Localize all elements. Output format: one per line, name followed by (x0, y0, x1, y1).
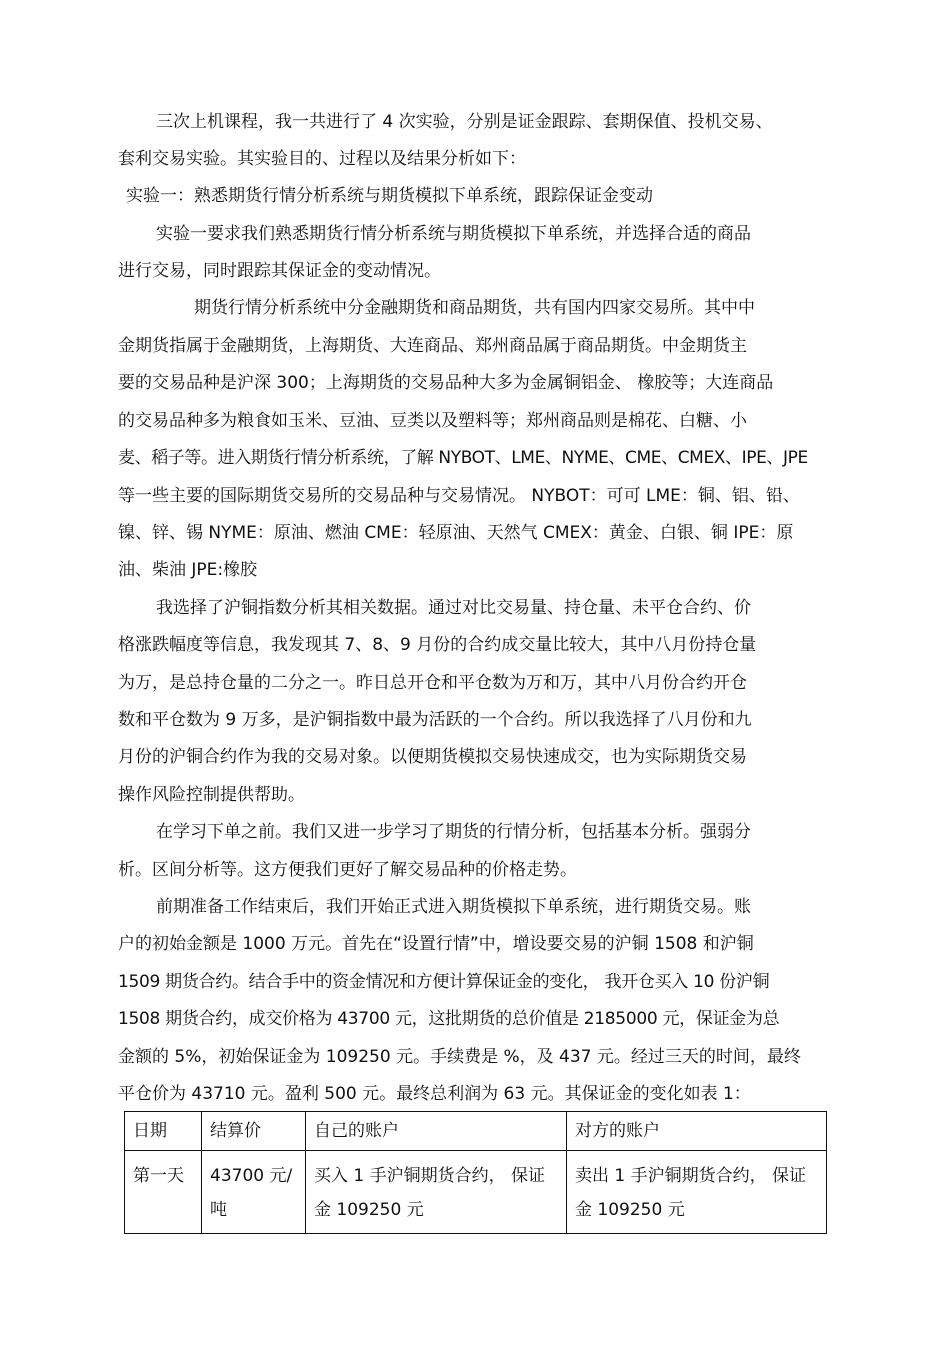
header-settlement-price: 结算价 (202, 1112, 306, 1151)
paragraph-line: 镍、锌、锡 NYME：原油、燃油 CME：轻原油、天然气 CMEX：黄金、白银、铜 IPE：原 (118, 523, 794, 543)
paragraph-line: 1509 期货合约。结合手中的资金情况和方便计算保证金的变化， 我开仓买入 10 份沪铜 (118, 972, 770, 992)
paragraph-line: 麦、稻子等。进入期货行情分析系统，了解 NYBOT、LME、NYME、CME、CMEX、IPE、JPE (118, 448, 808, 468)
paragraph-line: 三次上机课程，我一共进行了 4 次实验，分别是证金跟踪、套期保值、投机交易、 (156, 112, 773, 132)
cell-own-account: 买入 1 手沪铜期货合约， 保证金 109250 元 (306, 1151, 567, 1234)
paragraph-line: 1508 期货合约，成交价格为 43700 元，这批期货的总价值是 2185000 元，保证金为总 (118, 1009, 780, 1029)
paragraph-line: 进行交易，同时跟踪其保证金的变动情况。 (118, 261, 441, 281)
paragraph-line: 的交易品种多为粮食如玉米、豆油、豆类以及塑料等；郑州商品则是棉花、白糖、小 (118, 411, 747, 431)
paragraph-line: 操作风险控制提供帮助。 (118, 785, 305, 805)
cell-settlement-price: 43700 元/吨 (202, 1151, 306, 1234)
paragraph-line: 数和平仓数为 9 万多，是沪铜指数中最为活跃的一个合约。所以我选择了八月份和九 (118, 710, 752, 730)
paragraph-line: 格涨跌幅度等信息，我发现其 7、8、9 月份的合约成交量比较大，其中八月份持仓量 (118, 635, 757, 655)
paragraph-line: 平仓价为 43710 元。盈利 500 元。最终总利润为 63 元。其保证金的变化如表 1： (118, 1084, 751, 1104)
cell-counterparty-account: 卖出 1 手沪铜期货合约， 保证金 109250 元 (567, 1151, 827, 1234)
paragraph-line: 金额的 5%，初始保证金为 109250 元。手续费是 %，及 437 元。经过三天的时间，最终 (118, 1047, 801, 1067)
header-date: 日期 (125, 1112, 202, 1151)
paragraph-line: 期货行情分析系统中分金融期货和商品期货，共有国内四家交易所。其中中 (194, 298, 755, 318)
paragraph-line: 在学习下单之前。我们又进一步学习了期货的行情分析，包括基本分析。强弱分 (156, 822, 751, 842)
cell-date: 第一天 (125, 1151, 202, 1234)
paragraph-line: 金期货指属于金融期货，上海期货、大连商品、郑州商品属于商品期货。中金期货主 (118, 336, 747, 356)
paragraph-line: 前期准备工作结束后，我们开始正式进入期货模拟下单系统，进行期货交易。账 (156, 897, 751, 917)
experiment-heading: 实验一：熟悉期货行情分析系统与期货模拟下单系统，跟踪保证金变动 (126, 186, 653, 206)
paragraph-line: 要的交易品种是沪深 300；上海期货的交易品种大多为金属铜铝金、 橡胶等；大连商品 (118, 373, 774, 393)
paragraph-line: 等一些主要的国际期货交易所的交易品种与交易情况。 NYBOT：可可 LME：铜、铝、铅、 (118, 486, 800, 506)
header-own-account: 自己的账户 (306, 1112, 567, 1151)
paragraph-line: 月份的沪铜合约作为我的交易对象。以便期货模拟交易快速成交，也为实际期货交易 (118, 747, 747, 767)
table-header-row (125, 1112, 827, 1151)
table-row (125, 1151, 827, 1234)
paragraph-line: 为万，是总持仓量的二分之一。昨日总开仓和平仓数为万和万，其中八月份合约开仓 (118, 673, 747, 693)
header-counterparty-account: 对方的账户 (567, 1112, 827, 1151)
paragraph-line: 户的初始金额是 1000 万元。首先在“设置行情”中，增设要交易的沪铜 1508 和沪铜 (118, 934, 754, 954)
paragraph-line: 析。区间分析等。这方便我们更好了解交易品种的价格走势。 (118, 860, 577, 880)
paragraph-line: 实验一要求我们熟悉期货行情分析系统与期货模拟下单系统，并选择合适的商品 (156, 224, 751, 244)
margin-change-table (124, 1111, 827, 1234)
paragraph-line: 我选择了沪铜指数分析其相关数据。通过对比交易量、持仓量、未平仓合约、价 (156, 598, 751, 618)
paragraph-line: 油、柴油 JPE:橡胶 (118, 560, 258, 580)
paragraph-line: 套利交易实验。其实验目的、过程以及结果分析如下： (118, 149, 526, 169)
